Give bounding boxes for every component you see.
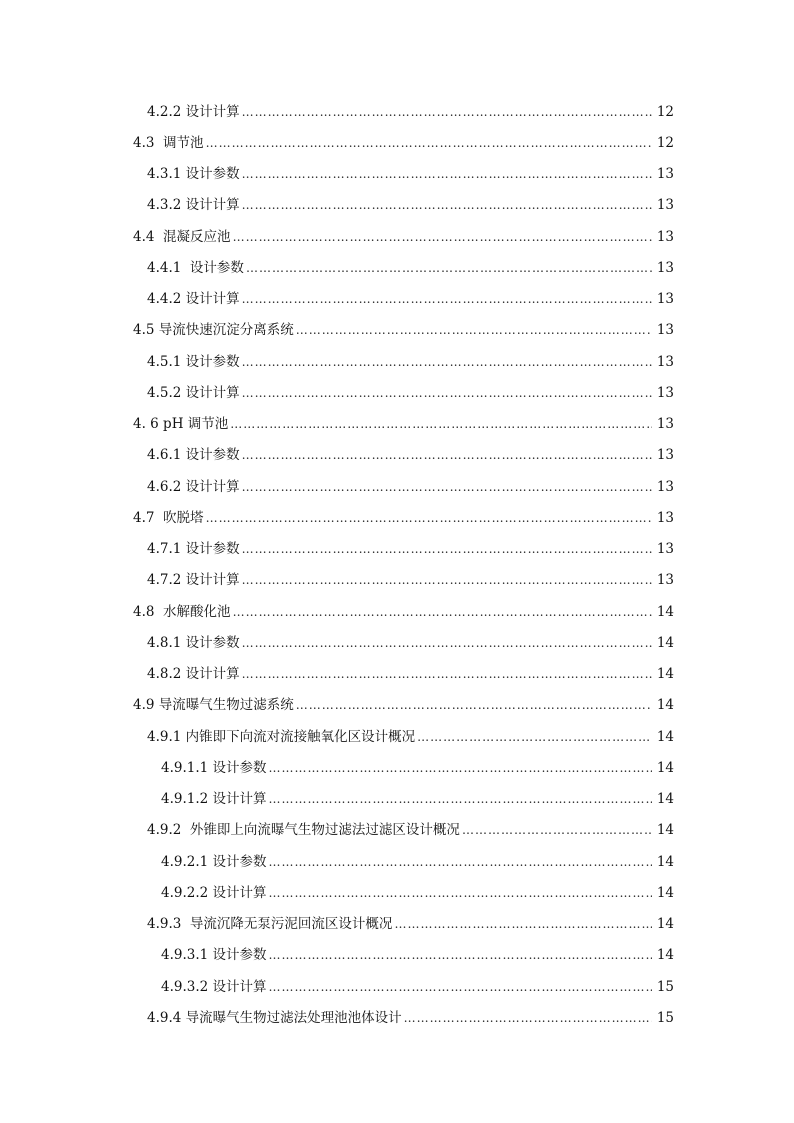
toc-entry-page-number: 13 xyxy=(656,353,674,370)
dot-leader xyxy=(269,885,652,901)
dot-leader xyxy=(462,822,652,838)
toc-entry-title: 4.6.2 设计计算 xyxy=(147,478,240,495)
toc-entry-page-number: 13 xyxy=(656,416,674,433)
toc-entry-page-number: 15 xyxy=(656,978,674,995)
dot-leader xyxy=(269,791,652,807)
toc-entry-page-number: 13 xyxy=(656,197,674,214)
toc-entry-title: 4.3.1 设计参数 xyxy=(147,166,240,183)
toc-entry-title: 4.4 混凝反应池 xyxy=(133,228,231,245)
dot-leader xyxy=(242,197,652,213)
dot-leader xyxy=(269,947,652,963)
table-of-contents xyxy=(0,96,794,1034)
toc-entry-page-number: 13 xyxy=(656,384,674,401)
dot-leader xyxy=(242,166,652,182)
dot-leader xyxy=(206,510,652,526)
dot-leader xyxy=(269,979,652,995)
toc-entry-title: 4.9.3 导流沉降无泵污泥回流区设计概况 xyxy=(147,916,393,933)
toc-entry-title: 4.9.1 内锥即下向流对流接触氧化区设计概况 xyxy=(147,728,416,745)
toc-entry-page-number: 13 xyxy=(656,572,674,589)
toc-entry[interactable] xyxy=(0,346,794,377)
dot-leader xyxy=(242,572,652,588)
toc-entry-title: 4.9.2 外锥即上向流曝气生物过滤法过滤区设计概况 xyxy=(147,822,460,839)
toc-entry-title: 4.9.2.1 设计参数 xyxy=(161,853,267,870)
toc-entry[interactable] xyxy=(0,440,794,471)
toc-entry-page-number: 12 xyxy=(656,103,674,120)
toc-entry[interactable] xyxy=(0,815,794,846)
toc-entry[interactable] xyxy=(0,377,794,408)
dot-leader xyxy=(394,916,652,932)
toc-entry-title: 4.8.1 设计参数 xyxy=(147,634,240,651)
toc-entry[interactable] xyxy=(0,284,794,315)
toc-entry-title: 4.9.4 导流曝气生物过滤法处理池池体设计 xyxy=(147,1009,402,1026)
dot-leader xyxy=(242,354,652,370)
toc-entry-title: 4.4.1 设计参数 xyxy=(147,259,244,276)
toc-entry-page-number: 13 xyxy=(656,166,674,183)
dot-leader xyxy=(233,604,652,620)
dot-leader xyxy=(233,229,652,245)
toc-entry-title: 4. 6 pH 调节池 xyxy=(133,416,229,433)
toc-entry-page-number: 14 xyxy=(656,728,674,745)
toc-entry-page-number: 14 xyxy=(656,947,674,964)
toc-entry[interactable] xyxy=(0,784,794,815)
toc-entry-title: 4.6.1 设计参数 xyxy=(147,447,240,464)
toc-entry-title: 4.8 水解酸化池 xyxy=(133,603,231,620)
toc-entry-title: 4.7 吹脱塔 xyxy=(133,509,204,526)
toc-entry-page-number: 13 xyxy=(656,259,674,276)
toc-entry-title: 4.2.2 设计计算 xyxy=(147,103,240,120)
toc-entry-page-number: 14 xyxy=(656,603,674,620)
dot-leader xyxy=(242,385,652,401)
toc-entry[interactable] xyxy=(0,627,794,658)
toc-entry[interactable] xyxy=(0,971,794,1002)
toc-entry-page-number: 13 xyxy=(656,228,674,245)
toc-entry[interactable] xyxy=(0,127,794,158)
toc-entry[interactable] xyxy=(0,471,794,502)
toc-entry-title: 4.9.1.2 设计计算 xyxy=(161,791,267,808)
dot-leader xyxy=(242,104,652,120)
toc-entry-page-number: 14 xyxy=(656,853,674,870)
toc-entry-title: 4.9.2.2 设计计算 xyxy=(161,884,267,901)
toc-entry-page-number: 14 xyxy=(656,666,674,683)
toc-entry-title: 4.9.1.1 设计参数 xyxy=(161,759,267,776)
toc-entry-page-number: 13 xyxy=(656,291,674,308)
toc-entry-page-number: 14 xyxy=(656,697,674,714)
toc-entry[interactable] xyxy=(0,596,794,627)
toc-entry-title: 4.3 调节池 xyxy=(133,134,204,151)
toc-entry-page-number: 13 xyxy=(656,541,674,558)
dot-leader xyxy=(269,854,652,870)
dot-leader xyxy=(230,416,652,432)
toc-entry-page-number: 12 xyxy=(656,134,674,151)
toc-entry-page-number: 14 xyxy=(656,916,674,933)
toc-entry-page-number: 14 xyxy=(656,822,674,839)
dot-leader xyxy=(242,635,652,651)
toc-entry[interactable] xyxy=(0,721,794,752)
toc-entry[interactable] xyxy=(0,221,794,252)
toc-entry[interactable] xyxy=(0,409,794,440)
toc-entry-page-number: 14 xyxy=(656,791,674,808)
toc-entry-title: 4.8.2 设计计算 xyxy=(147,666,240,683)
toc-entry[interactable] xyxy=(0,190,794,221)
toc-entry-title: 4.5 导流快速沉淀分离系统 xyxy=(133,322,294,339)
toc-entry-title: 4.7.2 设计计算 xyxy=(147,572,240,589)
toc-entry-page-number: 14 xyxy=(656,759,674,776)
toc-entry-page-number: 14 xyxy=(656,884,674,901)
dot-leader xyxy=(242,666,652,682)
dot-leader xyxy=(242,541,652,557)
toc-entry[interactable] xyxy=(0,1002,794,1033)
dot-leader xyxy=(242,479,652,495)
dot-leader xyxy=(206,135,652,151)
toc-entry-title: 4.3.2 设计计算 xyxy=(147,197,240,214)
toc-entry-title: 4.7.1 设计参数 xyxy=(147,541,240,558)
dot-leader xyxy=(404,1010,652,1026)
toc-entry-title: 4.5.2 设计计算 xyxy=(147,384,240,401)
toc-entry[interactable] xyxy=(0,159,794,190)
toc-entry[interactable] xyxy=(0,252,794,283)
toc-entry-title: 4.9 导流曝气生物过滤系统 xyxy=(133,697,294,714)
toc-entry[interactable] xyxy=(0,752,794,783)
dot-leader xyxy=(296,697,652,713)
toc-entry[interactable] xyxy=(0,565,794,596)
toc-entry-page-number: 14 xyxy=(656,634,674,651)
dot-leader xyxy=(269,760,652,776)
toc-entry[interactable] xyxy=(0,315,794,346)
toc-entry[interactable] xyxy=(0,659,794,690)
toc-entry-page-number: 13 xyxy=(656,447,674,464)
toc-entry[interactable] xyxy=(0,690,794,721)
dot-leader xyxy=(242,291,652,307)
toc-entry[interactable] xyxy=(0,909,794,940)
dot-leader xyxy=(246,260,652,276)
toc-entry[interactable] xyxy=(0,502,794,533)
toc-entry[interactable] xyxy=(0,96,794,127)
toc-entry-page-number: 13 xyxy=(656,509,674,526)
dot-leader xyxy=(417,729,652,745)
toc-entry-title: 4.4.2 设计计算 xyxy=(147,291,240,308)
toc-entry[interactable] xyxy=(0,534,794,565)
toc-entry-title: 4.5.1 设计参数 xyxy=(147,353,240,370)
toc-entry-page-number: 13 xyxy=(656,478,674,495)
dot-leader xyxy=(296,322,652,338)
dot-leader xyxy=(242,447,652,463)
toc-entry-title: 4.9.3.1 设计参数 xyxy=(161,947,267,964)
toc-entry[interactable] xyxy=(0,877,794,908)
toc-entry[interactable] xyxy=(0,940,794,971)
toc-entry-page-number: 13 xyxy=(656,322,674,339)
toc-entry-title: 4.9.3.2 设计计算 xyxy=(161,978,267,995)
toc-entry[interactable] xyxy=(0,846,794,877)
toc-entry-page-number: 15 xyxy=(656,1009,674,1026)
